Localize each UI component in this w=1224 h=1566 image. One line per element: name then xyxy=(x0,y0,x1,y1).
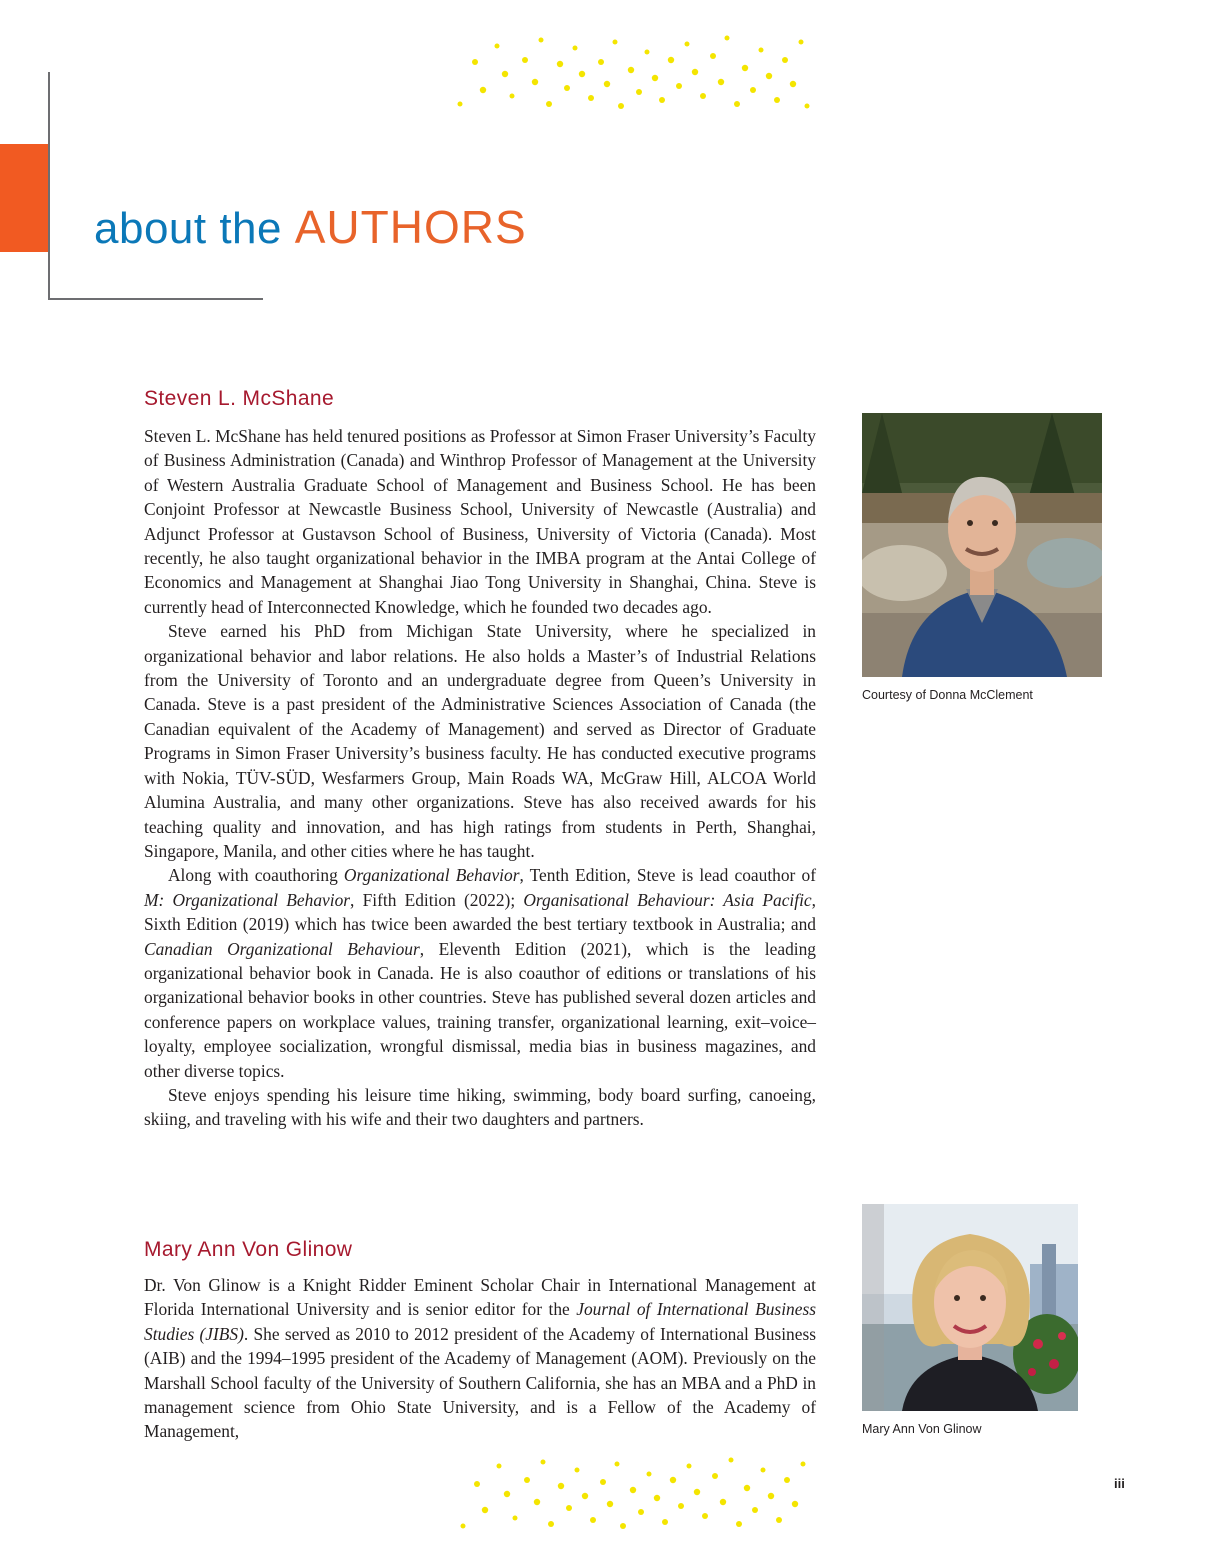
book-title: M: Organizational Behavior xyxy=(144,889,351,910)
bio-paragraph: Steve earned his PhD from Michigan State University, where he specialized in organizational behavior and labor relations. He also holds a Master’s of Industrial Relations from the University of Toronto and an undergraduate degree from Queen’s University in Canada. Steve is a past president of the Administrative Sciences Association of Canada (the Canadian equivalent of the Academy of Management) and served as Director of Graduate Programs in Simon Fraser University’s business faculty. He has conducted executive programs with Nokia, TÜV-SÜD, Wesfarmers Group, Main Roads WA, McGraw Hill, ALCOA World Alumina Australia, and many other organizations. Steve has also received awards for his teaching quality and innovation, and has high ratings from students in Perth, Shanghai, Singapore, Manila, and other cities where he has taught. xyxy=(144,621,816,861)
bio-text: , Fifth Edition (2022); xyxy=(350,889,524,910)
frame-horizontal-rule xyxy=(48,298,263,300)
author-photo-von-glinow xyxy=(862,1204,1078,1411)
page-title xyxy=(94,202,527,253)
bio-paragraph xyxy=(144,1273,816,1444)
page-title-main: AUTHORS xyxy=(294,201,527,253)
author-photo-mcshane xyxy=(862,413,1102,677)
book-title: Organisational Behaviour: Asia Pacific xyxy=(523,889,812,910)
frame-vertical-rule xyxy=(48,72,50,300)
orange-accent-tab xyxy=(0,144,48,252)
bio-paragraph: Steve enjoys spending his leisure time hiking, swimming, body board surfing, canoeing, skiing, and traveling with his wife and their two daughters and partners. xyxy=(144,1084,816,1130)
bio-text: . She served as 2010 to 2012 president of the Academy of International Business (AIB) and the 1994–1995 president of the Academy of Management (AOM). Previously on the Marshall School faculty of the University of Southern California, she has an MBA and a PhD in management science from Ohio State University, and is a Fellow of the Academy of Management, xyxy=(144,1323,816,1442)
bio-paragraph: Steven L. McShane has held tenured positions as Professor at Simon Fraser University’s Faculty of Business Administration (Canada) and Winthrop Professor of Management at the University of Western Australia Graduate School of Management and Business School. He has been Conjoint Professor at Newcastle Business School, University of Newcastle (Australia) and Adjunct Professor at Gustavson School of Business, University of Victoria (Canada). Most recently, he also taught organizational behavior in the IMBA program at the Antai College of Economics and Management at Shanghai Jiao Tong University in Shanghai, China. Steve is currently head of Interconnected Knowledge, which he founded two decades ago. xyxy=(144,426,816,617)
book-title: Canadian Organizational Behaviour xyxy=(144,938,420,959)
author-name-mcshane: Steven L. McShane xyxy=(144,387,335,410)
photo-caption-von-glinow: Mary Ann Von Glinow xyxy=(862,1422,982,1436)
page-number: iii xyxy=(1114,1476,1125,1491)
journal-title: Journal of International Business Studies (JIBS) xyxy=(144,1299,816,1344)
page-title-prefix: about the xyxy=(94,204,282,253)
photo-caption-mcshane: Courtesy of Donna McClement xyxy=(862,688,1033,702)
author-bio-von-glinow xyxy=(144,1273,816,1444)
decorative-dots-top xyxy=(455,34,815,109)
book-title: Organizational Behavior xyxy=(343,865,520,886)
bio-text: , Eleventh Edition (2021), which is the leading organizational behavior book in Canada. He is also coauthor of editions or translations of his organizational behavior books in other countries. Steve has published several dozen articles and conference papers on workplace values, training transfer, organizational learning, exit–voice–loyalty, employee socialization, wrongful dismissal, media bias in business magazines, and other diverse topics. xyxy=(144,938,816,1081)
bio-text: Along with coauthoring xyxy=(168,865,344,886)
bio-text: , Sixth Edition (2019) which has twice been awarded the best tertiary textbook in Australia; and xyxy=(144,889,816,935)
bio-paragraph xyxy=(144,863,816,1083)
author-bio-mcshane xyxy=(144,424,816,1132)
bio-text: , Tenth Edition, Steve is lead coauthor of xyxy=(519,865,816,886)
bio-text: Dr. Von Glinow is a Knight Ridder Eminent Scholar Chair in International Management at Florida International University and is senior editor for the xyxy=(144,1275,816,1320)
author-name-von-glinow: Mary Ann Von Glinow xyxy=(144,1238,353,1261)
decorative-dots-bottom xyxy=(455,1456,815,1531)
